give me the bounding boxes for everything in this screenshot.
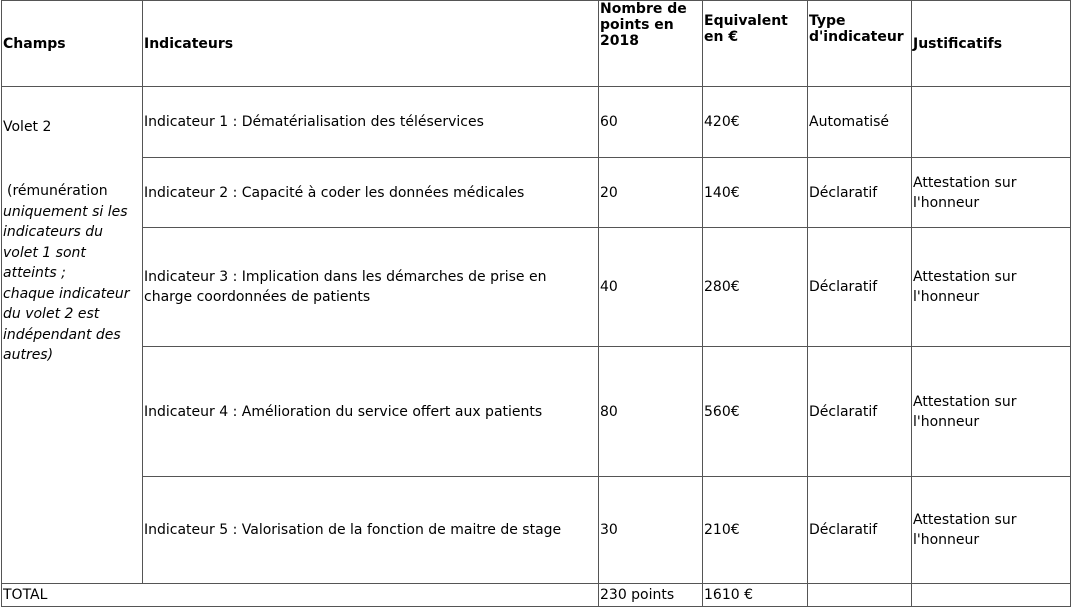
- indicators-table: [1, 0, 1071, 607]
- header-type: [808, 1, 912, 87]
- table-row: [2, 87, 1071, 158]
- indicator-label: Indicateur 5 : Valorisation de la fonction de maitre de stage: [143, 477, 599, 584]
- champ-note: [3, 181, 142, 366]
- type-value: Déclaratif: [808, 347, 912, 477]
- champ-note-italic-1: uniquement si les indicateurs du volet 1 sont atteints ;: [3, 203, 128, 281]
- indicator-label: Indicateur 2 : Capacité à coder les données médicales: [143, 158, 599, 228]
- header-points-line2: points en: [600, 17, 674, 33]
- champ-cell: [2, 87, 143, 584]
- table-row: [2, 228, 1071, 347]
- header-points-line3: 2018: [600, 33, 639, 49]
- justificatif-value: Attestation sur l'honneur: [912, 347, 1071, 477]
- champ-note-plain: (rémunération: [7, 183, 108, 199]
- points-value: 30: [599, 477, 703, 584]
- total-points: 230 points: [599, 584, 703, 607]
- points-value: 60: [599, 87, 703, 158]
- champ-title: Volet 2: [3, 119, 52, 135]
- header-points-line1: Nombre de: [600, 1, 687, 17]
- champ-note-italic-2: chaque indicateur du volet 2 est indépendant des autres): [3, 285, 130, 363]
- total-row: [2, 584, 1071, 607]
- points-value: 20: [599, 158, 703, 228]
- total-euro: 1610 €: [703, 584, 808, 607]
- table-header-row: [2, 1, 1071, 87]
- table-row: [2, 347, 1071, 477]
- points-value: 80: [599, 347, 703, 477]
- euro-value: 210€: [703, 477, 808, 584]
- justificatif-value: Attestation sur l'honneur: [912, 228, 1071, 347]
- type-value: Déclaratif: [808, 228, 912, 347]
- table-row: [2, 158, 1071, 228]
- total-empty-type: [808, 584, 912, 607]
- euro-value: 280€: [703, 228, 808, 347]
- table-row: [2, 477, 1071, 584]
- header-champs: Champs: [2, 1, 143, 87]
- euro-value: 560€: [703, 347, 808, 477]
- header-indicateurs: Indicateurs: [143, 1, 599, 87]
- header-type-line2: d'indicateur: [809, 29, 904, 45]
- type-value: Déclaratif: [808, 158, 912, 228]
- indicator-label: Indicateur 3 : Implication dans les démarches de prise en charge coordonnées de patients: [143, 228, 599, 347]
- type-value: Déclaratif: [808, 477, 912, 584]
- type-value: Automatisé: [808, 87, 912, 158]
- header-euro-line2: en €: [704, 29, 739, 45]
- header-euro: [703, 1, 808, 87]
- justificatif-value: [912, 87, 1071, 158]
- justificatif-value: Attestation sur l'honneur: [912, 477, 1071, 584]
- total-label: TOTAL: [2, 584, 599, 607]
- justificatif-value: Attestation sur l'honneur: [912, 158, 1071, 228]
- indicator-label: Indicateur 1 : Dématérialisation des téléservices: [143, 87, 599, 158]
- header-euro-line1: Equivalent: [704, 13, 788, 29]
- header-type-line1: Type: [809, 13, 846, 29]
- header-points: [599, 1, 703, 87]
- header-justificatifs: Justificatifs: [912, 1, 1071, 87]
- points-value: 40: [599, 228, 703, 347]
- euro-value: 140€: [703, 158, 808, 228]
- euro-value: 420€: [703, 87, 808, 158]
- total-empty-justificatif: [912, 584, 1071, 607]
- indicator-label: Indicateur 4 : Amélioration du service offert aux patients: [143, 347, 599, 477]
